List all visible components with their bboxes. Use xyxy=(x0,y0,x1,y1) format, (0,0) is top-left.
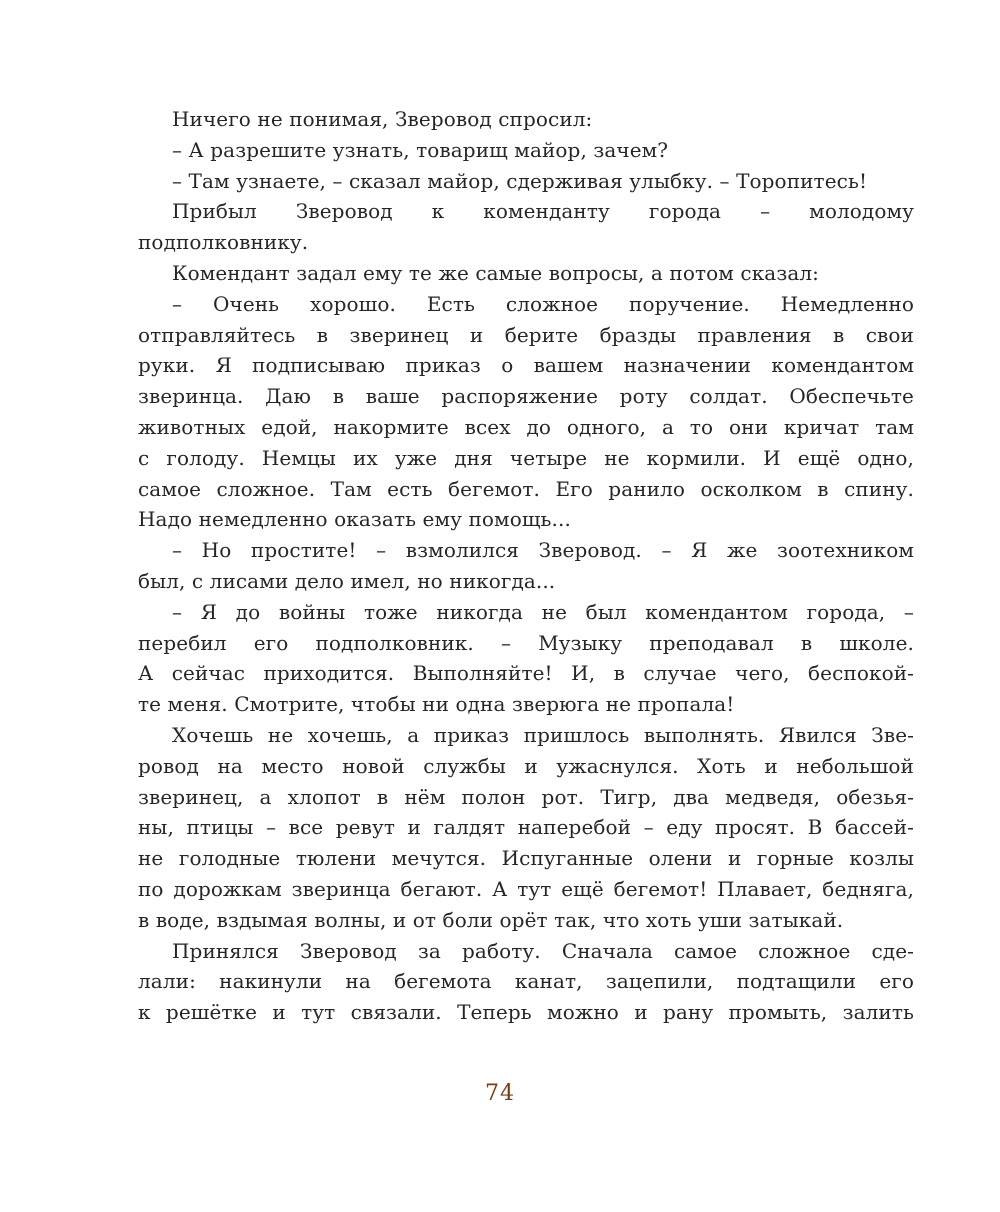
text-line: Хочешь не хочешь, а приказ пришлось выполнять. Явился Зве- xyxy=(172,722,914,747)
text-line: – Но простите! – взмолился Зверовод. – Я же зоотехником xyxy=(172,538,914,563)
text-line: Принялся Зверовод за работу. Сначала самое сложное сде- xyxy=(172,938,914,963)
text-line: отправляйтесь в зверинец и берите бразды правления в свои xyxy=(138,322,914,347)
text-line: ровод на место новой службы и ужаснулся. Хоть и небольшой xyxy=(138,753,914,778)
text-line: не голодные тюлени мечутся. Испуганные олени и горные козлы xyxy=(138,846,914,871)
text-line: ны, птицы – все ревут и галдят наперебой – еду просят. В бассей- xyxy=(138,815,914,840)
text-line: – Очень хорошо. Есть сложное поручение. Немедленно xyxy=(172,291,914,316)
text-line: А сейчас приходится. Выполняйте! И, в случае чего, беспокой- xyxy=(138,661,914,686)
text-line: Комендант задал ему те же самые вопросы, а потом сказал: xyxy=(172,260,820,285)
text-line: Прибыл Зверовод к коменданту города – молодому xyxy=(172,199,914,224)
text-line: руки. Я подписываю приказ о вашем назначении комендантом xyxy=(138,353,914,378)
text-line: – Там узнаете, – сказал майор, сдерживая улыбку. – Торопитесь! xyxy=(172,168,868,193)
text-line: был, с лисами дело имел, но никогда... xyxy=(138,568,556,593)
body-text xyxy=(138,104,914,1028)
text-line: Ничего не понимая, Зверовод спросил: xyxy=(172,107,593,131)
page-number: 74 xyxy=(485,1081,515,1106)
text-line: Надо немедленно оказать ему помощь... xyxy=(138,507,571,532)
text-line: зверинец, а хлопот в нём полон рот. Тигр, два медведя, обезья- xyxy=(138,784,914,809)
text-line: подполковнику. xyxy=(138,230,309,255)
text-line: с голоду. Немцы их уже дня четыре не кормили. И ещё одно, xyxy=(138,445,914,470)
text-line: к решётке и тут связали. Теперь можно и рану промыть, залить xyxy=(138,1000,914,1025)
text-line: по дорожкам зверинца бегают. А тут ещё бегемот! Плавает, бедняга, xyxy=(138,876,914,901)
text-line: животных едой, накормите всех до одного, а то они кричат там xyxy=(138,414,914,439)
text-line: перебил его подполковник. – Музыку преподавал в школе. xyxy=(138,630,914,655)
text-line: зверинца. Даю в ваше распоряжение роту солдат. Обеспечьте xyxy=(138,384,914,409)
text-line: самое сложное. Там есть бегемот. Его ранило осколком в спину. xyxy=(138,476,914,501)
text-line: лали: накинули на бегемота канат, зацепили, подтащили его xyxy=(138,969,914,994)
text-line: те меня. Смотрите, чтобы ни одна зверюга не пропала! xyxy=(138,692,735,717)
text-line: – Я до войны тоже никогда не был комендантом города, – xyxy=(172,599,914,624)
text-line: – А разрешите узнать, товарищ майор, зачем? xyxy=(172,137,669,162)
text-line: в воде, вздымая волны, и от боли орёт так, что хоть уши затыкай. xyxy=(138,907,844,932)
